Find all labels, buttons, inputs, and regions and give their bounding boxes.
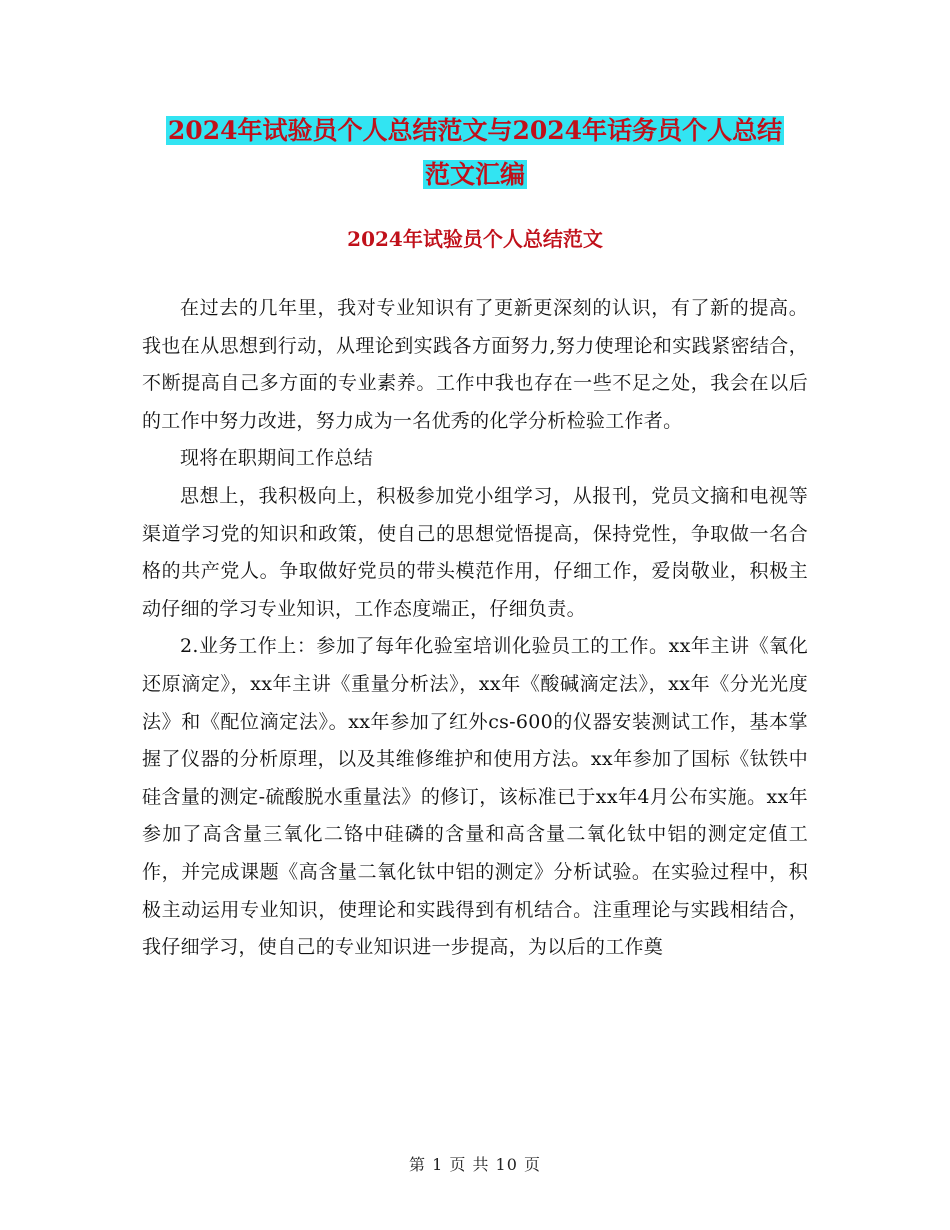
paragraph-summary-lead: 现将在职期间工作总结 (180, 447, 374, 470)
document-title-text-2: 范文汇编 (424, 160, 525, 189)
paragraph-work: 2.业务工作上：参加了每年化验室培训化验员工的工作。xx年主讲《氧化还原滴定》，xx年主讲《重量分析法》，xx年《酸碱滴定法》，xx年《分光光度法》和《配位滴定法》。xx年参加了红外cs-600的仪器安装测试工作，基本掌握了仪器的分析原理，以及其维修维护和使用方法。xx年参加了国标《钛铁中硅含量的测定-硫酸脱水重量法》的修订，该标准已于xx年4月公布实施。xx年参加了高含量三氧化二铬中硅磷的含量和高含量二氧化钛中铝的测定定值工作，并完成课题《高含量二氧化钛中铝的测定》分析试验。在实验过程中，积极主动运用专业知识，使理论和实践得到有机结合。注重理论与实践相结合，我仔细学习，使自己的专业知识进一步提高，为以后的工作奠 (142, 635, 808, 959)
section-heading: 2024年试验员个人总结范文 (347, 227, 603, 251)
paragraph-ideology: 思想上，我积极向上，积极参加党小组学习，从报刊，党员文摘和电视等渠道学习党的知识和政策，使自己的思想觉悟提高，保持党性，争取做一名合格的共产党人。争取做好党员的带头模范作用，仔细工作，爱岗敬业，积极主动仔细的学习专业知识，工作态度端正，仔细负责。 (142, 484, 808, 620)
document-title-line-2 (0, 154, 950, 196)
paragraph-intro: 在过去的几年里，我对专业知识有了更新更深刻的认识，有了新的提高。我也在从思想到行动，从理论到实践各方面努力,努力使理论和实践紧密结合，不断提高自己多方面的专业素养。工作中我也存在一些不足之处，我会在以后的工作中努力改进，努力成为一名优秀的化学分析检验工作者。 (142, 297, 808, 432)
document-body (142, 290, 808, 967)
page-footer: 第 1 页 共 10 页 (409, 1155, 541, 1174)
document-title-line-1 (0, 110, 950, 152)
document-title-text-1: 2024年试验员个人总结范文与2024年话务员个人总结 (167, 116, 783, 145)
